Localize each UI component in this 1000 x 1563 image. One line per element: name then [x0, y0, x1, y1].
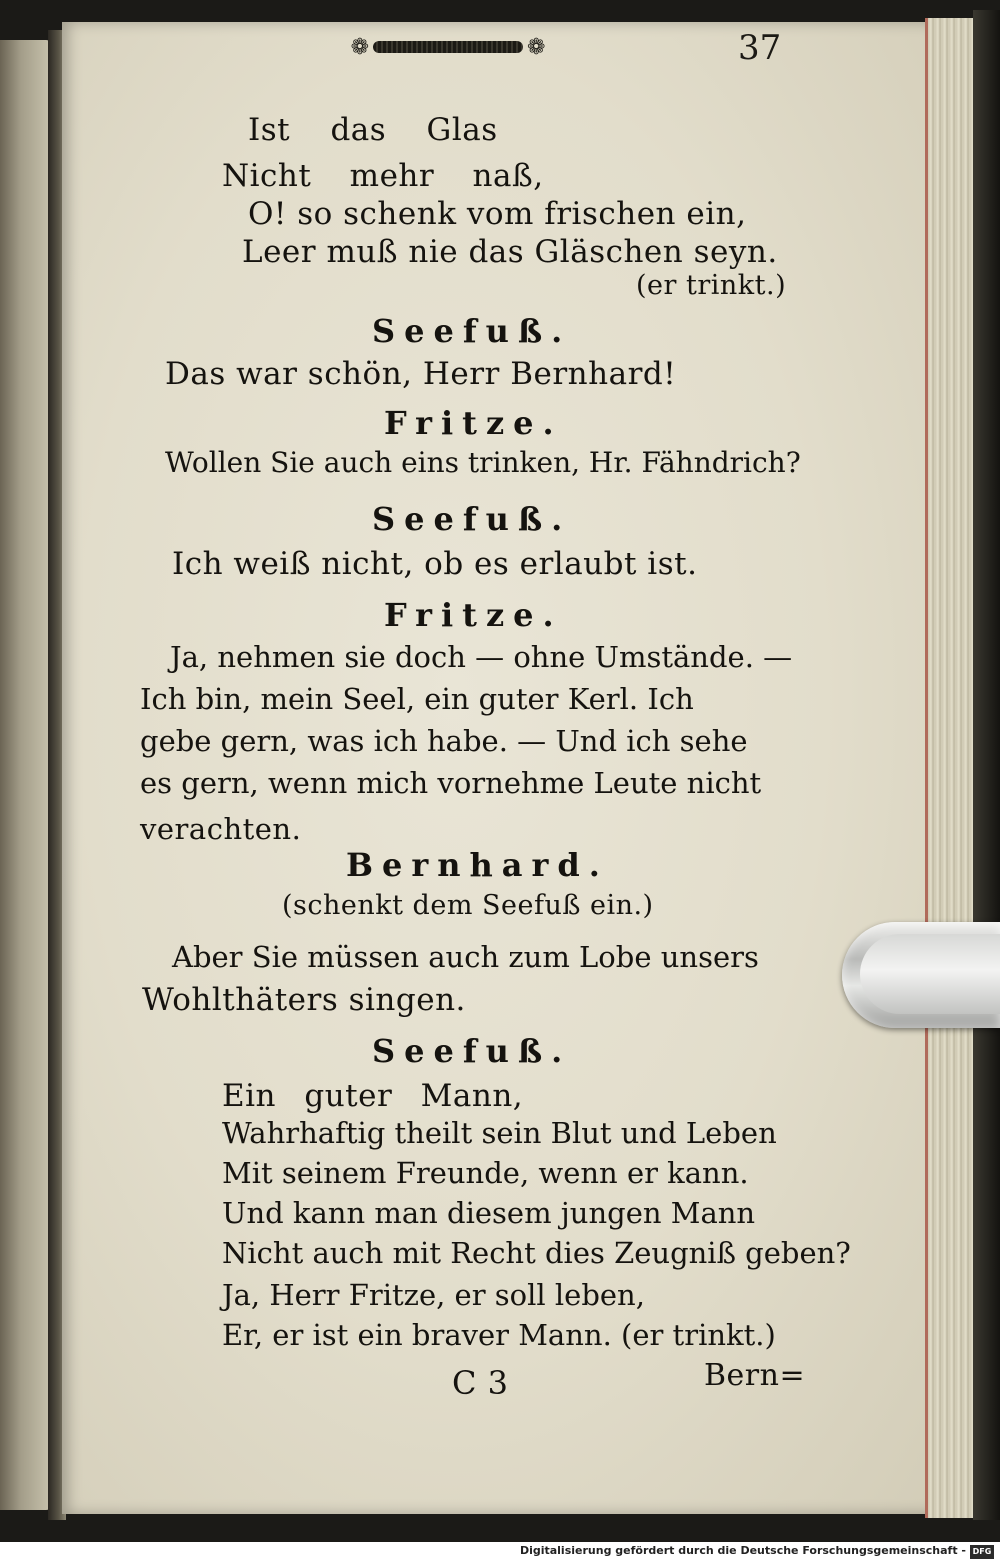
digitization-footer [0, 1542, 1000, 1563]
left-page-edge [0, 40, 52, 1510]
signature-mark: C 3 [452, 1364, 509, 1402]
text-line: Und kann man diesem jungen Mann [222, 1196, 756, 1230]
ornament-bar [373, 41, 523, 53]
text-line: Wohlthäters singen. [142, 982, 466, 1018]
text-line: Das war schön, Herr Bernhard! [165, 356, 677, 392]
text-line: Er, er ist ein braver Mann. (er trinkt.) [222, 1318, 776, 1352]
text-line: gebe gern, was ich habe. — Und ich sehe [140, 724, 748, 758]
page-edges [925, 18, 976, 1518]
text-line: es gern, wenn mich vornehme Leute nicht [140, 766, 762, 800]
text-line: Ist das Glas [248, 112, 498, 148]
speaker-name: Seefuß. [372, 500, 572, 538]
text-line: Ich weiß nicht, ob es erlaubt ist. [172, 546, 698, 582]
text-line: Nicht mehr naß, [222, 158, 544, 194]
text-line: Mit seinem Freunde, wenn er kann. [222, 1156, 749, 1190]
text-line: O! so schenk vom frischen ein, [248, 196, 747, 232]
speaker-name: Bernhard. [346, 846, 609, 884]
stage-direction: (schenkt dem Seefuß ein.) [282, 890, 654, 921]
book-cover-edge [973, 10, 1000, 1520]
text-line: Ja, Herr Fritze, er soll leben, [222, 1278, 645, 1312]
dfg-logo: DFG [970, 1545, 994, 1559]
page-number: 37 [738, 28, 782, 68]
glass-page-clip-inner [860, 934, 1000, 1014]
speaker-name: Fritze. [384, 404, 563, 442]
flower-ornament-icon: ❁ [527, 34, 546, 60]
stage-direction: (er trinkt.) [636, 270, 787, 301]
text-line: Ein guter Mann, [222, 1078, 524, 1114]
header-ornament [328, 30, 568, 64]
speaker-name: Seefuß. [372, 1032, 572, 1070]
glass-page-clip [842, 922, 1000, 1028]
speaker-name: Seefuß. [372, 312, 572, 350]
catchword: Bern= [704, 1358, 806, 1393]
digitization-note: Digitalisierung gefördert durch die Deutsche Forschungsgemeinschaft - [519, 1544, 966, 1557]
text-line: Ich bin, mein Seel, ein guter Kerl. Ich [140, 682, 694, 716]
text-line: Ja, nehmen sie doch — ohne Umstände. — [170, 640, 793, 674]
text-line: Aber Sie müssen auch zum Lobe unsers [172, 940, 759, 974]
flower-ornament-icon: ❁ [350, 34, 369, 60]
text-line: verachten. [140, 812, 302, 846]
text-line: Leer muß nie das Gläschen seyn. [242, 234, 778, 270]
speaker-name: Fritze. [384, 596, 563, 634]
text-line: Wahrhaftig theilt sein Blut und Leben [222, 1116, 777, 1150]
text-line: Wollen Sie auch eins trinken, Hr. Fähndrich? [165, 446, 801, 479]
text-line: Nicht auch mit Recht dies Zeugniß geben? [222, 1236, 851, 1270]
